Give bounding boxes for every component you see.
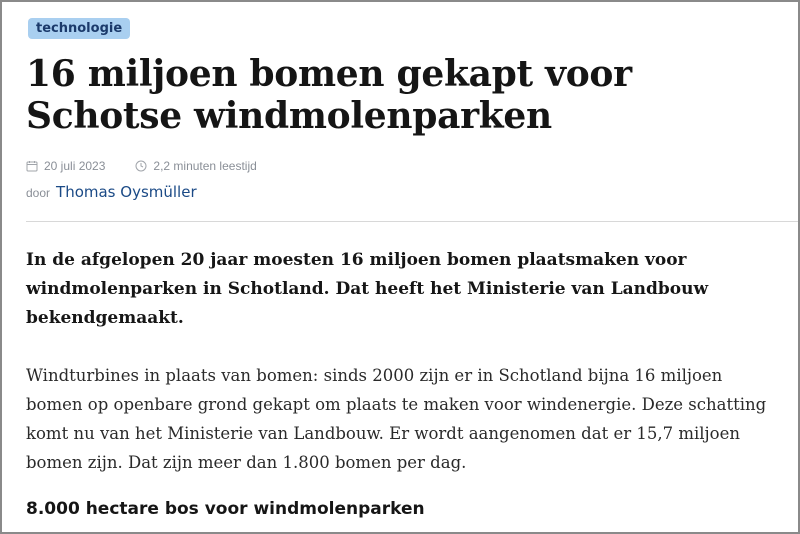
divider xyxy=(26,221,800,222)
article-subheading: 8.000 hectare bos voor windmolenparken xyxy=(26,499,425,519)
byline xyxy=(26,183,776,201)
article-title: 16 miljoen bomen gekapt voor Schotse windmolenparken xyxy=(26,53,632,137)
publish-date-text: 20 juli 2023 xyxy=(44,159,106,173)
article-lead: In de afgelopen 20 jaar moesten 16 miljoen bomen plaatsmaken voor windmolenparken in Schotland. Dat heeft het Ministerie van Landbouw bekendgemaakt. xyxy=(26,250,709,328)
article xyxy=(26,18,776,533)
reading-time-text: 2,2 minuten leestijd xyxy=(153,159,257,173)
clock-icon xyxy=(135,160,147,172)
byline-prefix: door xyxy=(26,186,51,200)
article-meta xyxy=(26,159,776,173)
reading-time xyxy=(135,159,256,173)
category-tag[interactable]: technologie xyxy=(28,18,130,39)
calendar-icon xyxy=(26,160,38,172)
author-link[interactable]: Thomas Oysmüller xyxy=(56,183,197,201)
article-paragraph: Windturbines in plaats van bomen: sinds 2000 zijn er in Schotland bijna 16 miljoen bomen op openbare grond gekapt om plaats te maken voor windenergie. Deze schatting komt nu van het Ministerie van Landbouw. Er wordt aangenomen dat er 15,7 miljoen bomen zijn. Dat zijn meer dan 1.800 bomen per dag. xyxy=(26,366,767,472)
publish-date xyxy=(26,159,105,173)
